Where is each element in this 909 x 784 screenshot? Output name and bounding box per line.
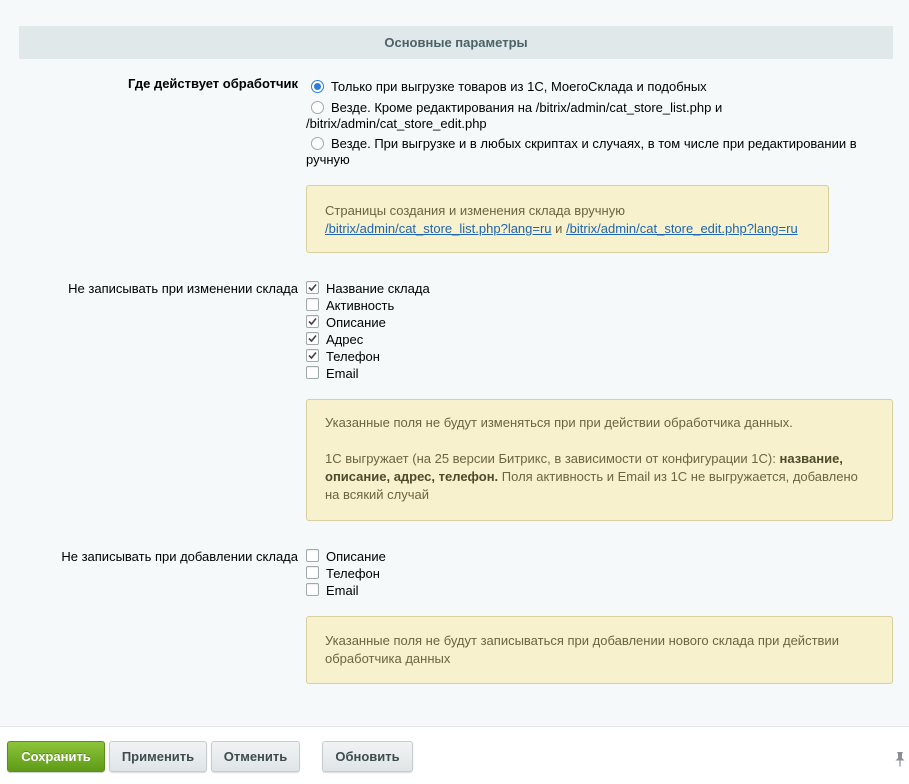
radio-unchecked-icon[interactable]: [311, 101, 324, 114]
checkbox-label: Описание: [326, 315, 386, 330]
checkbox-active[interactable]: [306, 297, 893, 314]
checkbox-label: Описание: [326, 549, 386, 564]
apply-button[interactable]: Применить: [109, 741, 207, 772]
checkbox-unchecked-icon[interactable]: [306, 298, 319, 311]
scope-option-label: Везде. Кроме редактирования на /bitrix/admin/cat_store_list.php и /bitrix/admin/cat_store_edit.php: [306, 100, 723, 131]
no-write-on-change-label: Не записывать при изменении склада: [68, 281, 298, 296]
checkbox-label: Активность: [326, 298, 395, 313]
checkbox-address[interactable]: [306, 331, 893, 348]
checkbox-label: Email: [326, 366, 359, 381]
checkbox-add-phone[interactable]: [306, 565, 893, 582]
no-write-on-add-label: Не записывать при добавлении склада: [61, 549, 298, 564]
add-note-text: Указанные поля не будут записываться при добавлении нового склада при действии обработчика данных: [325, 633, 839, 666]
section-title: Основные параметры: [384, 35, 528, 50]
change-note-line2-start: 1С выгружает (на 25 версии Битрикс, в зависимости от конфигурации 1С):: [325, 451, 780, 466]
change-note: [306, 399, 893, 521]
add-note: [306, 616, 893, 684]
checkbox-label: Адрес: [326, 332, 364, 347]
scope-option-1c-only[interactable]: [306, 79, 893, 95]
checkbox-store-name[interactable]: [306, 280, 893, 297]
scope-option-everywhere[interactable]: [306, 136, 893, 168]
cancel-button[interactable]: Отменить: [211, 741, 300, 772]
handler-scope-label: Где действует обработчик: [127, 76, 298, 91]
checkbox-checked-icon[interactable]: [306, 349, 319, 362]
radio-unchecked-icon[interactable]: [311, 137, 324, 150]
section-header: [19, 26, 893, 59]
scope-option-label: Везде. При выгрузке и в любых скриптах и случаях, в том числе при редактировании в ручную: [306, 136, 857, 167]
change-note-line2-end: Поля активность и Email из 1С не выгружается, добавлено на всякий случай: [325, 469, 858, 502]
form-footer: [0, 726, 909, 784]
checkbox-unchecked-icon[interactable]: [306, 549, 319, 562]
change-note-line2-bold: название, описание, адрес, телефон.: [325, 451, 843, 484]
scope-option-label: Только при выгрузке товаров из 1С, МоегоСклада и подобных: [331, 79, 707, 94]
checkbox-description[interactable]: [306, 314, 893, 331]
radio-checked-icon[interactable]: [311, 80, 324, 93]
checkbox-checked-icon[interactable]: [306, 281, 319, 294]
no-write-on-add-list: [306, 548, 893, 599]
change-note-line1: Указанные поля не будут изменяться при при действии обработчика данных.: [325, 415, 793, 430]
checkbox-label: Телефон: [326, 566, 380, 581]
checkbox-checked-icon[interactable]: [306, 315, 319, 328]
no-write-on-change-list: [306, 280, 893, 382]
scope-note: [306, 185, 829, 253]
checkbox-unchecked-icon[interactable]: [306, 366, 319, 379]
checkbox-label: Телефон: [326, 349, 380, 364]
checkbox-unchecked-icon[interactable]: [306, 583, 319, 596]
scope-note-text: Страницы создания и изменения склада вручную: [325, 203, 625, 218]
checkbox-unchecked-icon[interactable]: [306, 566, 319, 579]
checkbox-phone[interactable]: [306, 348, 893, 365]
store-list-link[interactable]: /bitrix/admin/cat_store_list.php?lang=ru: [325, 221, 552, 236]
refresh-button[interactable]: Обновить: [322, 741, 413, 772]
checkbox-email[interactable]: [306, 365, 893, 382]
handler-scope-options: [306, 79, 893, 172]
checkbox-label: Название склада: [326, 281, 430, 296]
pin-icon[interactable]: [895, 751, 905, 770]
store-edit-link[interactable]: /bitrix/admin/cat_store_edit.php?lang=ru: [566, 221, 798, 236]
scope-option-except-admin[interactable]: [306, 100, 893, 132]
note-and: и: [555, 221, 563, 236]
checkbox-checked-icon[interactable]: [306, 332, 319, 345]
checkbox-add-email[interactable]: [306, 582, 893, 599]
checkbox-label: Email: [326, 583, 359, 598]
save-button[interactable]: Сохранить: [7, 741, 105, 772]
checkbox-add-description[interactable]: [306, 548, 893, 565]
